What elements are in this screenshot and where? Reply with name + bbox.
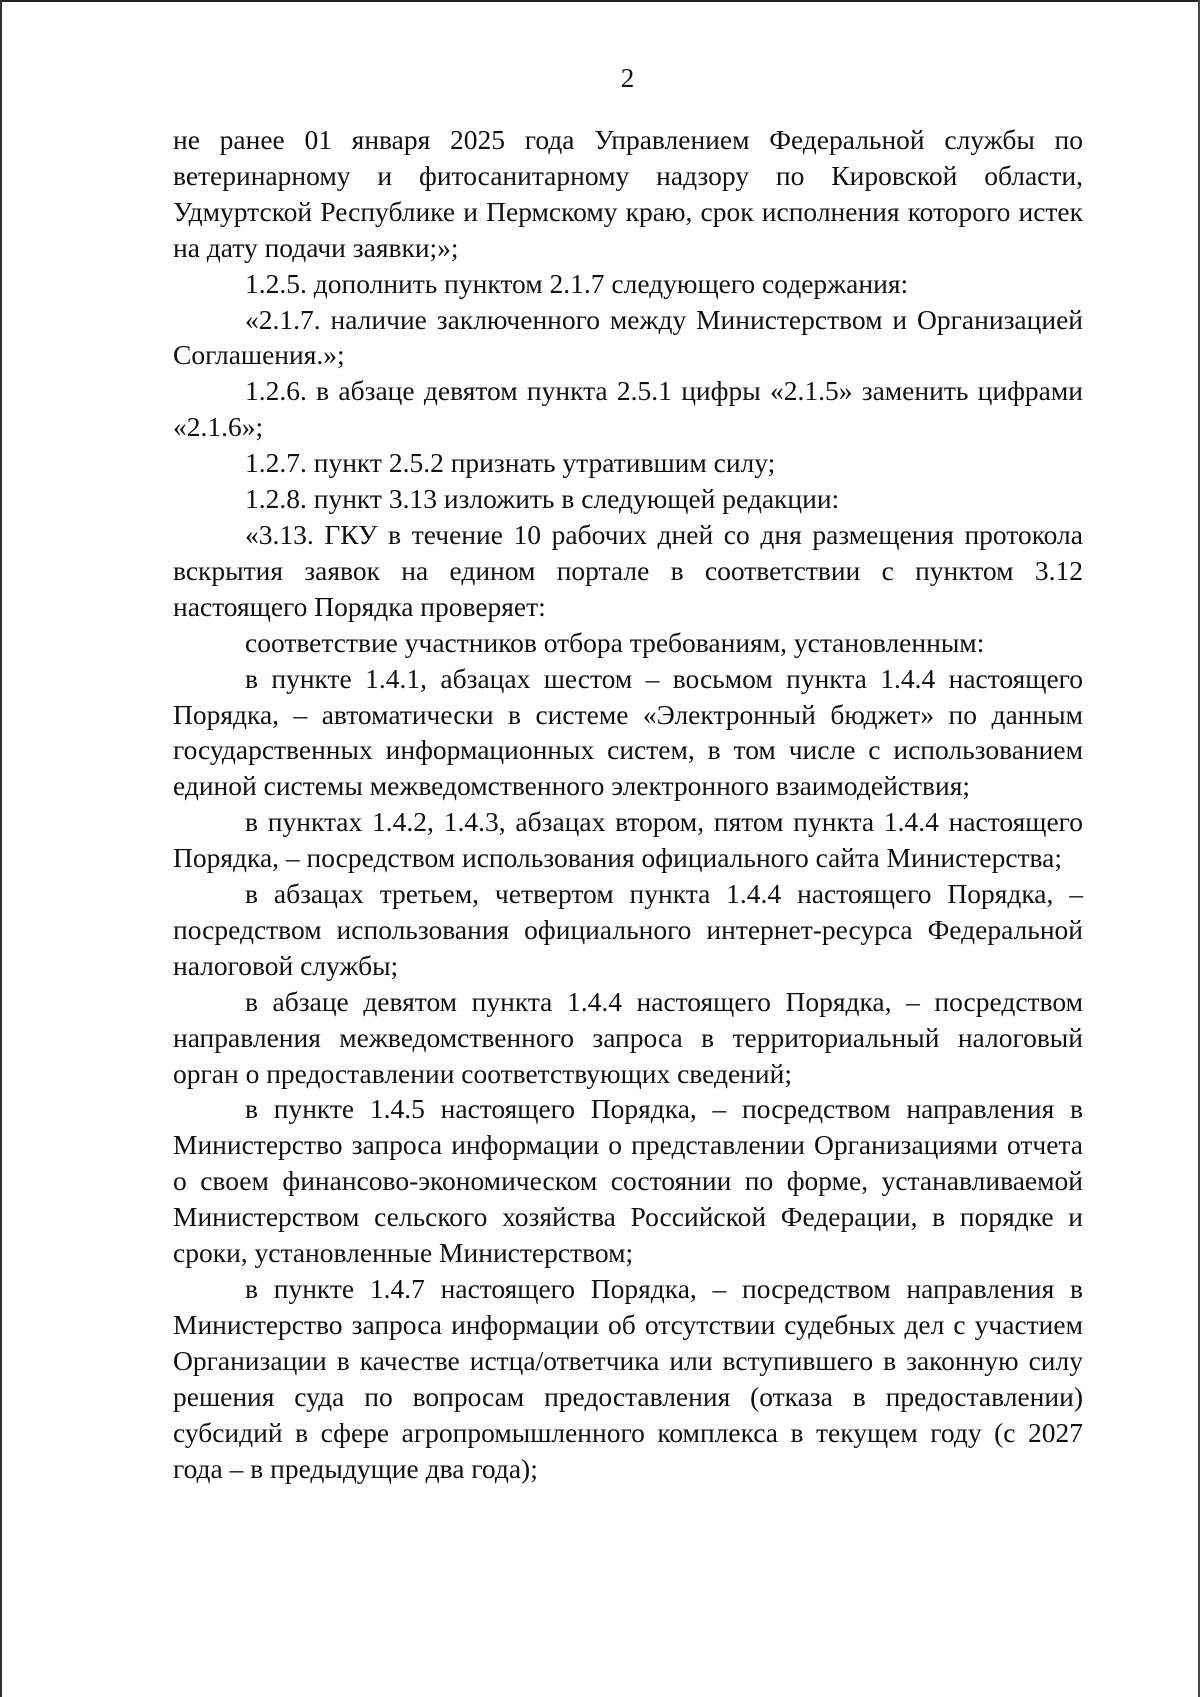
paragraph: «2.1.7. наличие заключенного между Министерством и Организацией Соглашения.»; [173,303,1083,371]
scan-edge-left [0,0,2,1697]
page-number: 2 [620,63,635,93]
paragraph: в абзаце девятом пункта 1.4.4 настоящего Порядка, – посредством направления межведомственного запроса в территориальный налоговый орган о предоставлении соответствующих сведений; [173,985,1083,1089]
paragraph: 1.2.5. дополнить пунктом 2.1.7 следующего содержания: [245,267,909,299]
paragraph: 1.2.6. в абзаце девятом пункта 2.5.1 цифры «2.1.5» заменить цифрами «2.1.6»; [173,375,1083,443]
paragraph: в пункте 1.4.1, абзацах шестом – восьмом пункта 1.4.4 настоящего Порядка, – автоматически в системе «Электронный бюджет» по данным государственных информационных систем, в том числе с использованием единой системы межведомственного электронного взаимодействия; [173,662,1083,802]
paragraph: в пункте 1.4.5 настоящего Порядка, – посредством направления в Министерство запроса информации о представлении Организациями отчета о своем финансово-экономическом состоянии по форме, устанавливаемой Министерством сельского хозяйства Российской Федерации, в порядке и сроки, установленные Министерством; [173,1093,1083,1269]
paragraph: в пункте 1.4.7 настоящего Порядка, – посредством направления в Министерство запроса информации об отсутствии судебных дел с участием Организации в качестве истца/ответчика или вступившего в законную силу решения суда по вопросам предоставления (отказа в предоставлении) субсидий в сфере агропромышленного комплекса в текущем году (с 2027 года – в предыдущие два года); [173,1273,1083,1484]
paragraph: соответствие участников отбора требованиям, установленным: [245,626,985,658]
paragraph: «3.13. ГКУ в течение 10 рабочих дней со дня размещения протокола вскрытия заявок на едином портале в соответствии с пунктом 3.12 настоящего Порядка проверяет: [173,518,1083,622]
paragraph: в пунктах 1.4.2, 1.4.3, абзацах втором, пятом пункта 1.4.4 настоящего Порядка, – посредством использования официального сайта Министерства; [173,806,1083,874]
paragraph: в абзацах третьем, четвертом пункта 1.4.4 настоящего Порядка, – посредством использования официального интернет-ресурса Федеральной налоговой службы; [173,878,1083,981]
document-body [173,122,1083,1486]
paragraph: 1.2.7. пункт 2.5.2 признать утратившим силу; [245,447,776,479]
paragraph: 1.2.8. пункт 3.13 изложить в следующей редакции: [245,483,840,515]
scan-edge-top [0,0,1200,2]
paragraph: не ранее 01 января 2025 года Управлением Федеральной службы по ветеринарному и фитосанитарному надзору по Кировской области, Удмуртской Республике и Пермскому краю, срок исполнения которого истек на дату подачи заявки;»; [173,124,1083,263]
